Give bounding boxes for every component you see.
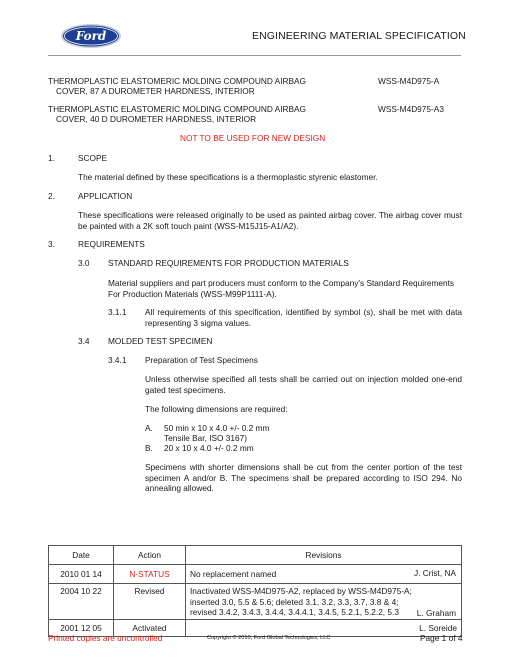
section-3-4-1-title: Preparation of Test Specimens <box>145 355 258 365</box>
section-1-number: 1. <box>48 153 55 163</box>
revision-header-revisions: Revisions <box>186 546 462 565</box>
ford-logo <box>60 23 122 49</box>
table-row <box>49 565 462 584</box>
section-3-0-text: Material suppliers and part producers must conform to the Company's Standard Requirements For Production Materials (WSS-M99P1111-A). <box>108 278 455 299</box>
revision-action: Revised <box>114 584 186 620</box>
revision-date: 2001 12 05 <box>49 620 114 637</box>
table-row <box>49 584 462 620</box>
revision-author: L. Soreide <box>419 622 457 633</box>
section-1-text: The material defined by these specifications is a thermoplastic styrenic elastomer. <box>78 172 378 182</box>
footer-uncontrolled-notice: Printed copies are uncontrolled <box>48 633 163 643</box>
revision-text-line3: revised 3.4.2, 3.4.3, 3.4.4, 3.4.4.1, 3.4.5, 5.2.1, 5.2.2, 5.3 <box>190 607 399 617</box>
revision-date: 2004 10 22 <box>49 584 114 620</box>
revision-header-date: Date <box>49 546 114 565</box>
section-3-1-1-text: All requirements of this specification, identified by symbol (s), shall be met with data representing 3 sigma values. <box>145 307 462 328</box>
section-3-title: REQUIREMENTS <box>78 239 145 249</box>
dimension-b-label: B. <box>145 443 153 453</box>
section-1-title: SCOPE <box>78 153 108 163</box>
spec-a-title-line2: COVER, 87 A DUROMETER HARDNESS, INTERIOR <box>56 86 255 96</box>
spec-a3-title-line1: THERMOPLASTIC ELASTOMERIC MOLDING COMPOUND AIRBAG <box>48 104 307 114</box>
section-3-4-title: MOLDED TEST SPECIMEN <box>108 336 213 346</box>
section-2-title: APPLICATION <box>78 191 133 201</box>
document-title: ENGINEERING MATERIAL SPECIFICATION <box>252 30 466 42</box>
section-3-4-1-paragraph-1: Unless otherwise specified all tests shall be carried out on injection molded one-end gated test specimens. <box>145 374 462 395</box>
section-3-number: 3. <box>48 239 55 249</box>
dimension-b-line1: 20 x 10 x 4.0 +/- 0.2 mm <box>164 443 254 453</box>
footer-page-number: Page 1 of 4 <box>420 633 463 643</box>
section-3-4-1-paragraph-2: The following dimensions are required: <box>145 404 288 414</box>
not-for-new-design-notice: NOT TO BE USED FOR NEW DESIGN <box>180 133 326 143</box>
revision-text-line1: Inactivated WSS-M4D975-A2, replaced by WSS-M4D975-A; <box>190 586 412 596</box>
section-3-0-title: STANDARD REQUIREMENTS FOR PRODUCTION MATERIALS <box>108 258 349 268</box>
section-2-number: 2. <box>48 191 55 201</box>
spec-a3-title-line2: COVER, 40 D DUROMETER HARDNESS, INTERIOR <box>56 114 257 124</box>
revision-text: No replacement named <box>190 568 277 579</box>
revision-date: 2010 01 14 <box>49 565 114 584</box>
spec-a3-code: WSS-M4D975-A3 <box>378 104 444 114</box>
header-divider <box>48 55 461 56</box>
spec-a-title-line1: THERMOPLASTIC ELASTOMERIC MOLDING COMPOUND AIRBAG <box>48 76 307 86</box>
dimension-a-line1: 50 min x 10 x 4.0 +/- 0.2 mm <box>164 423 270 433</box>
revision-action: Activated <box>114 620 186 637</box>
footer-copyright: Copyright © 2010, Ford Global Technologies, LLC <box>207 635 331 641</box>
section-3-4-1-paragraph-3: Specimens with shorter dimensions shall be cut from the center portion of the test specimen A and/or B. The specimens shall be prepared according to ISO 294. No annealing allowed. <box>145 462 462 493</box>
revision-header-action: Action <box>114 546 186 565</box>
section-3-0-number: 3.0 <box>78 258 90 268</box>
revision-author: L. Graham <box>416 607 456 618</box>
section-3-4-1-number: 3.4.1 <box>108 355 127 365</box>
revision-author: J. Crist, NA <box>414 568 456 578</box>
revision-table-header <box>49 546 462 565</box>
revision-text-line2: inserted 3.0, 5.5 & 5.6; deleted 3.1, 3.2, 3.3, 3.7, 3.8 & 4; <box>190 596 399 607</box>
dimension-a-line2: Tensile Bar, ISO 3167) <box>164 433 248 443</box>
revision-table <box>48 545 462 637</box>
dimension-a-label: A. <box>145 423 153 433</box>
section-3-1-1-number: 3.1.1 <box>108 307 127 317</box>
section-2-text: These specifications were released originally to be used as painted airbag cover. The airbag cover must be painted with a 2K soft touch paint (WSS-M15J15-A1/A2). <box>78 210 462 231</box>
ford-logo-text: Ford <box>75 29 107 43</box>
revision-description <box>186 565 462 584</box>
revision-action: N-STATUS <box>114 565 186 584</box>
section-3-4-number: 3.4 <box>78 336 90 346</box>
revision-description <box>186 584 462 620</box>
spec-a-code: WSS-M4D975-A <box>378 76 440 86</box>
